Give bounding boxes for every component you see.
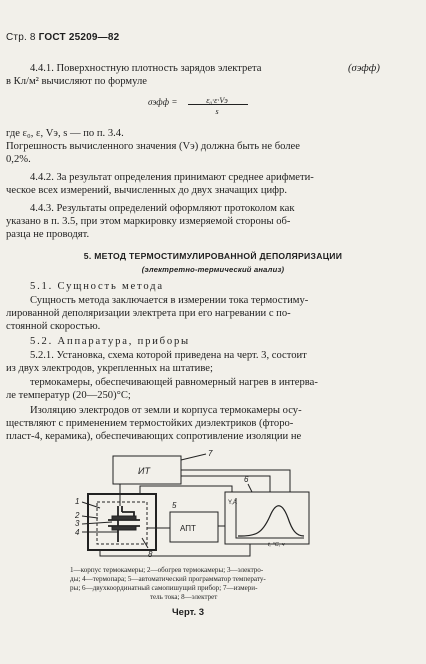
formula-fraction-bar [188, 104, 248, 105]
para-5-2-1-line-5: Изоляцию электродов от земли и корпуса термокамеры осу- [30, 405, 302, 416]
standard-code: ГОСТ 25209—82 [38, 32, 120, 43]
para-4-4-2-line-1: 4.4.2. За результат определения принимают среднее арифмети- [30, 172, 314, 183]
accuracy-line-2: 0,2%. [6, 154, 31, 165]
para-4-4-1-line-1: 4.4.1. Поверхностную плотность зарядов электрета (σэфф) [30, 63, 380, 74]
para-5-2-1-line-7: пласт-4, керамика), обеспечивающих сопротивление изоляции не [6, 431, 302, 442]
section-5-title: 5. МЕТОД ТЕРМОСТИМУЛИРОВАННОЙ ДЕПОЛЯРИЗАЦИИ [83, 251, 343, 261]
num-7: 7 [208, 449, 213, 458]
num-6: 6 [244, 475, 249, 484]
figure-caption-line-2: ды; 4—термопара; 5—автоматический программатор температу- [70, 575, 266, 583]
recorder-y-axis [236, 498, 304, 538]
num-4: 4 [75, 528, 80, 537]
sigma-symbol: (σэфф) [348, 63, 380, 74]
leader-6 [248, 484, 252, 492]
formula-denominator: s [215, 107, 219, 116]
subsection-5-2-title: 5.2. Аппаратура, приборы [30, 336, 190, 347]
figure-caption-line-4: тель тока; 8—электрет [150, 593, 218, 601]
electrode-lower [112, 526, 136, 530]
para-4-4-3-line-2: указано в п. 3.5, при этом маркировку измеряемой стороны об- [6, 216, 291, 227]
para-5-2-1-line-6: ществляют с применением термостойких диэлектриков (фторо- [6, 418, 294, 429]
figure-label: Черт. 3 [172, 607, 205, 618]
recorder-y-label: Y,A [228, 500, 237, 506]
wire-chamber-top [140, 486, 232, 494]
wire-meter-recorder [181, 476, 270, 492]
electrode-upper [112, 516, 136, 520]
num-3: 3 [75, 519, 80, 528]
num-8: 8 [148, 550, 153, 559]
page-header [6, 32, 119, 43]
para-5-2-1-line-3: термокамеры, обеспечивающей равномерный нагрев в интерва- [30, 377, 318, 388]
para-5-1-line-2: лированной деполяризации электрета при его нагревании с по- [6, 308, 291, 319]
section-5-subtitle: (электретно-термический анализ) [141, 265, 285, 274]
para-5-1-line-1: Сущность метода заключается в измерении тока термостиму- [30, 295, 309, 306]
para-4-4-2-line-2: ческое всех измерений, вычисленных до двух значащих цифр. [6, 185, 287, 196]
para-5-2-1-line-2: из двух электродов, укрепленных на штативе; [6, 363, 213, 374]
apparatus-diagram [0, 446, 426, 566]
num-1: 1 [75, 497, 80, 506]
electrode-stand [108, 506, 140, 542]
para-4-4-1-line-2: в Кл/м² вычисляют по формуле [6, 76, 147, 87]
subsection-5-1-title: 5.1. Сущность метода [30, 281, 164, 292]
formula-lhs: σэфф = [148, 97, 178, 107]
formula-numerator: ε₀·ε·Vэ [206, 96, 228, 105]
para-4-4-3-line-1: 4.4.3. Результаты определений оформляют протоколом как [30, 203, 295, 214]
formula-where: где ε₀, ε, Vэ, s — по п. 3.4. [6, 128, 124, 139]
tsd-curve [238, 506, 304, 536]
page-number: Стр. 8 [6, 32, 36, 43]
para-5-1-line-3: стоянной скоростью. [6, 321, 101, 332]
para-4-4-3-line-3: разца не проводят. [6, 229, 90, 240]
figure-caption-line-3: ры; 6—двухкоординатный самопишущий прибор; 7—измери- [70, 584, 258, 592]
leader-2 [82, 516, 98, 518]
leader-7 [181, 454, 206, 460]
para-5-2-1-line-4: ле температур (20—250)°С; [6, 390, 131, 401]
recorder-x-label: t, °C, ч [268, 542, 285, 548]
accuracy-line-1: Погрешность вычисленного значения (Vэ) должна быть не более [6, 141, 300, 152]
current-meter-label: ИТ [138, 466, 150, 476]
wire-meter-right [181, 470, 290, 492]
recorder-box [225, 492, 309, 544]
para-5-2-1-line-1: 5.2.1. Установка, схема которой приведена на черт. 3, состоит [30, 350, 307, 361]
figure-caption-line-1: 1—корпус термокамеры; 2—обогрев термокамеры; 3—электро- [70, 566, 264, 574]
programmer-label: АПТ [180, 524, 196, 533]
num-5: 5 [172, 501, 177, 510]
num-2: 2 [75, 511, 80, 520]
